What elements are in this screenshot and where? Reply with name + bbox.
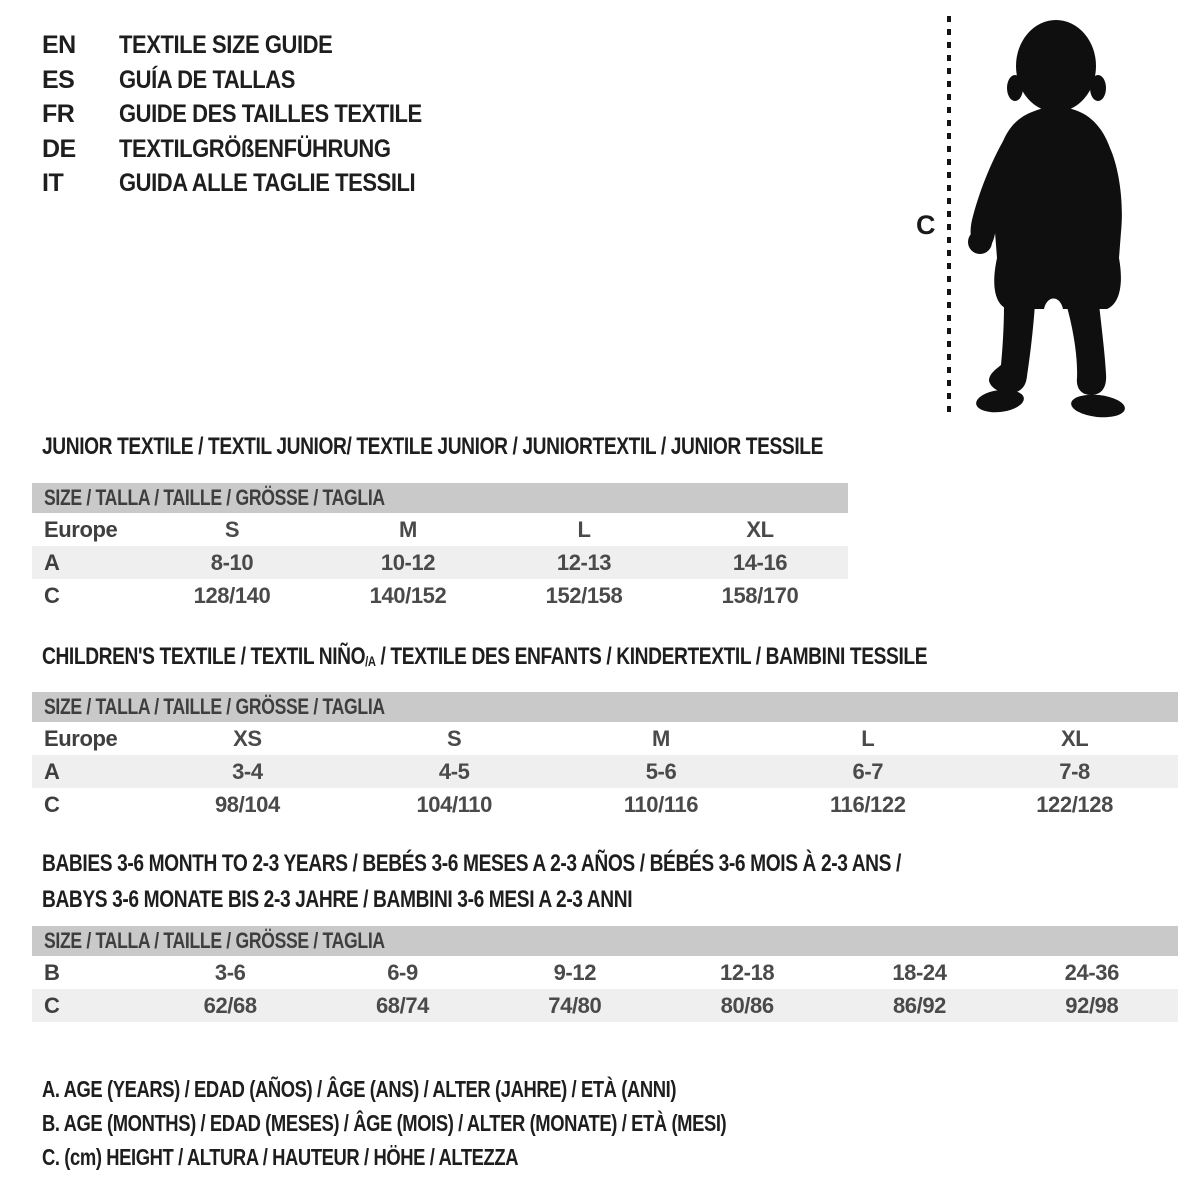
size-cell: 10-12 <box>380 549 436 575</box>
nino-a-subscript: /A <box>365 653 376 669</box>
size-cell: 86/92 <box>892 992 946 1018</box>
row-label: B <box>44 959 60 985</box>
toddler-silhouette-icon <box>958 14 1140 429</box>
size-cell: 6-9 <box>387 959 418 985</box>
row-label: C <box>44 582 60 608</box>
footnote-b: B. AGE (MONTHS) / EDAD (MESES) / ÂGE (MOIS) / ALTER (MONATE) / ETÀ (MESI) <box>42 1110 727 1136</box>
size-header-bar: SIZE / TALLA / TAILLE / GRÖSSE / TAGLIA <box>32 926 1178 956</box>
size-cell: 128/140 <box>193 582 271 608</box>
row-label: C <box>44 791 60 817</box>
language-row-en <box>42 28 463 63</box>
footnote-a: A. AGE (YEARS) / EDAD (AÑOS) / ÂGE (ANS) / ALTER (JAHRE) / ETÀ (ANNI) <box>42 1076 677 1102</box>
table-row <box>32 989 1178 1022</box>
size-cell: 62/68 <box>203 992 257 1018</box>
size-cell: L <box>861 725 875 751</box>
size-cell: 7-8 <box>1059 758 1090 784</box>
table-row <box>32 546 848 579</box>
table-row <box>32 722 1178 755</box>
size-cell: 18-24 <box>892 959 947 985</box>
size-cell: S <box>447 725 462 751</box>
table-row <box>32 788 1178 821</box>
size-cell: 5-6 <box>645 758 677 784</box>
size-cell: 8-10 <box>210 549 254 575</box>
size-cell: 98/104 <box>214 791 280 817</box>
table-row <box>32 513 848 546</box>
size-cell: 4-5 <box>438 758 470 784</box>
table-row <box>32 956 1178 989</box>
size-cell: S <box>224 516 240 542</box>
size-cell: 9-12 <box>553 959 597 985</box>
size-header-bar: SIZE / TALLA / TAILLE / GRÖSSE / TAGLIA <box>32 692 1178 722</box>
footnote-c: C. (cm) HEIGHT / ALTURA / HAUTEUR / HÖHE / ALTEZZA <box>42 1144 519 1170</box>
size-cell: 12-18 <box>720 959 775 985</box>
babies-section-title-line1: BABIES 3-6 MONTH TO 2-3 YEARS / BEBÉS 3-6 MESES A 2-3 AÑOS / BÉBÉS 3-6 MOIS À 2-3 ANS / <box>42 850 901 877</box>
size-cell: 3-6 <box>214 959 246 985</box>
row-label: A <box>44 758 60 784</box>
row-label: Europe <box>44 516 118 542</box>
language-code: ES <box>42 65 75 94</box>
size-cell: 24-36 <box>1064 959 1119 985</box>
babies-size-table <box>32 926 1178 1022</box>
size-cell: XS <box>233 725 262 751</box>
size-cell: M <box>652 725 670 751</box>
row-label: C <box>44 992 60 1018</box>
height-measure-label: C <box>916 210 936 240</box>
language-title: GUIDE DES TAILLES TEXTILE <box>119 100 422 128</box>
size-cell: M <box>399 516 417 542</box>
language-row-it <box>42 166 463 201</box>
size-cell: 140/152 <box>369 582 447 608</box>
row-label: Europe <box>44 725 118 751</box>
children-size-table <box>32 692 1178 821</box>
size-cell: 122/128 <box>1036 791 1113 817</box>
size-cell: 110/116 <box>623 791 699 817</box>
size-cell: 116/122 <box>830 791 906 817</box>
size-cell: 80/86 <box>720 992 774 1018</box>
language-title: GUIDA ALLE TAGLIE TESSILI <box>119 169 416 197</box>
size-cell: XL <box>746 516 774 542</box>
language-title: GUÍA DE TALLAS <box>119 65 295 94</box>
size-header-bar: SIZE / TALLA / TAILLE / GRÖSSE / TAGLIA <box>32 483 848 513</box>
size-cell: 3-4 <box>232 758 263 784</box>
babies-section-title-line2: BABYS 3-6 MONATE BIS 2-3 JAHRE / BAMBINI 3-6 MESI A 2-3 ANNI <box>42 886 633 913</box>
language-title: TEXTILE SIZE GUIDE <box>119 31 333 59</box>
size-cell: 68/74 <box>375 992 430 1018</box>
size-cell: 92/98 <box>1065 992 1119 1018</box>
size-cell: L <box>577 516 591 542</box>
language-code: FR <box>42 100 75 128</box>
children-section-title: CHILDREN'S TEXTILE / TEXTIL NIÑO/A / TEXTILE DES ENFANTS / KINDERTEXTIL / BAMBINI TESSILE <box>42 643 928 670</box>
size-cell: 74/80 <box>548 992 602 1018</box>
size-cell: 12-13 <box>556 549 612 575</box>
language-row-fr <box>42 97 463 132</box>
table-row <box>32 755 1178 788</box>
language-code: DE <box>42 134 76 163</box>
height-measure-dashed-line <box>947 16 951 416</box>
size-cell: XL <box>1060 725 1089 751</box>
language-code: IT <box>42 169 64 197</box>
junior-size-table <box>32 483 848 612</box>
language-code: EN <box>42 31 76 59</box>
language-title: TEXTILGRÖßENFÜHRUNG <box>119 134 391 163</box>
junior-section-title: JUNIOR TEXTILE / TEXTIL JUNIOR/ TEXTILE JUNIOR / JUNIORTEXTIL / JUNIOR TESSILE <box>42 433 823 460</box>
language-title-list <box>42 28 463 201</box>
size-cell: 104/110 <box>416 791 492 817</box>
table-row <box>32 579 848 612</box>
language-row-es <box>42 63 463 98</box>
size-cell: 152/158 <box>545 582 623 608</box>
size-cell: 14-16 <box>732 549 788 575</box>
row-label: A <box>44 549 60 575</box>
language-row-de <box>42 132 463 167</box>
size-cell: 6-7 <box>852 758 884 784</box>
size-cell: 158/170 <box>721 582 799 608</box>
